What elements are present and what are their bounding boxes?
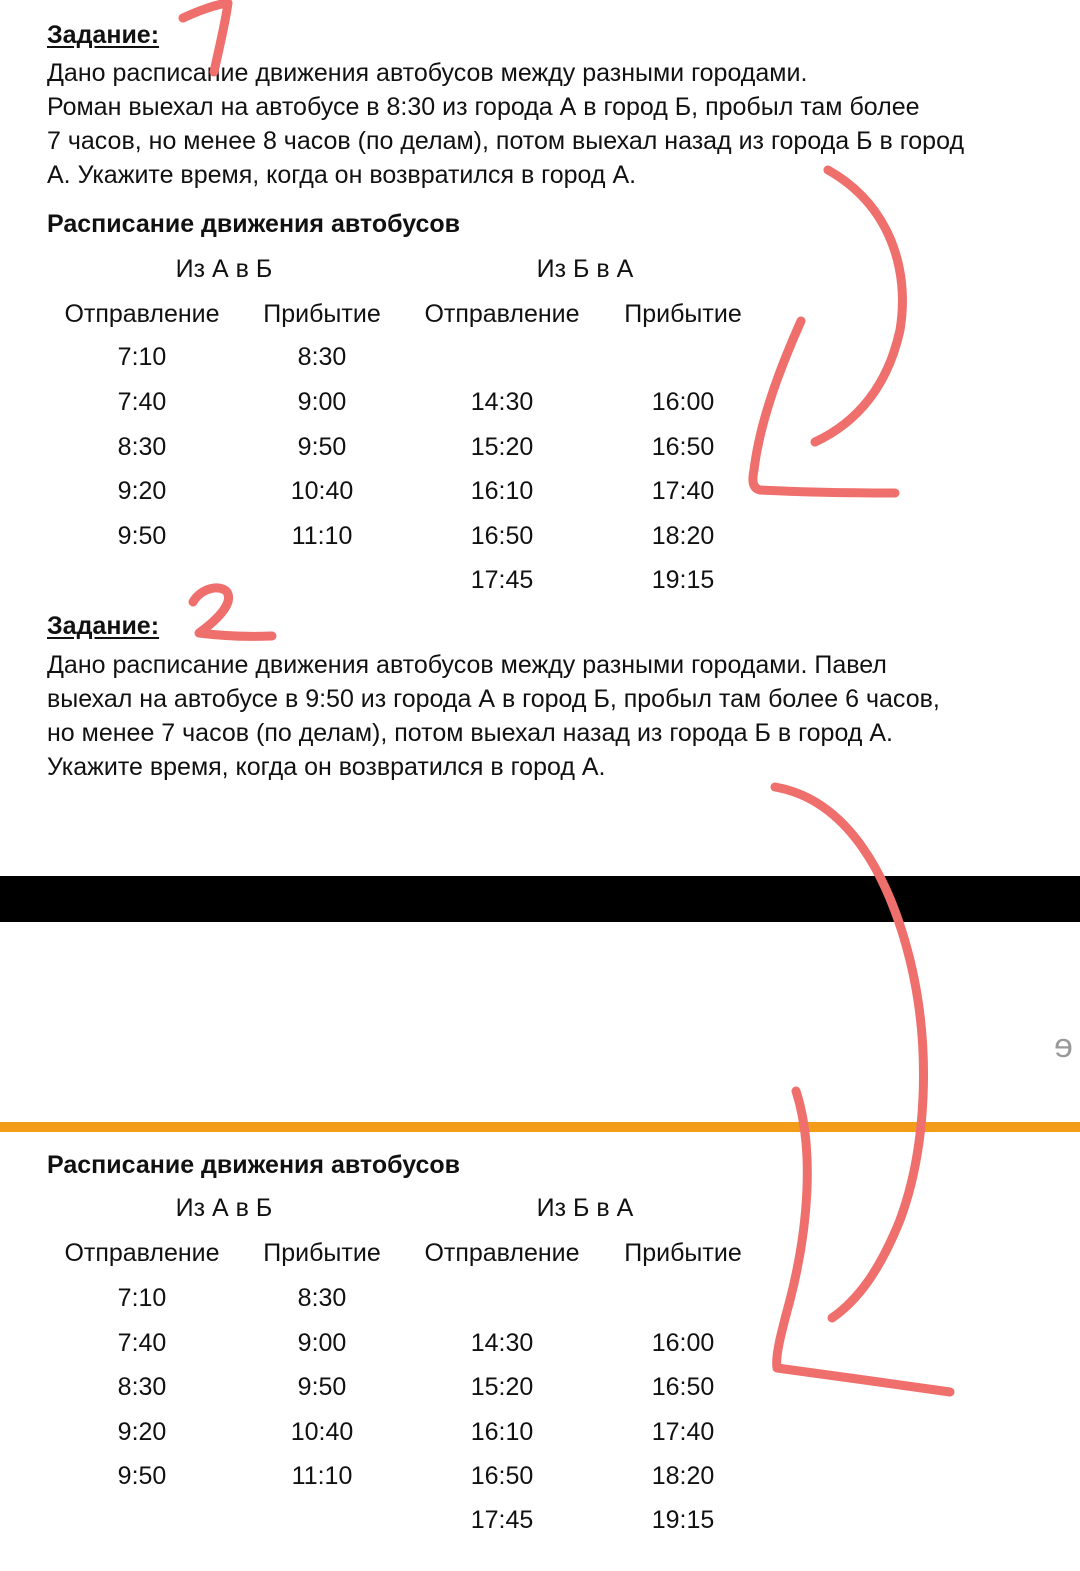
schedule2-ba-arrival: 17:40 <box>651 1418 715 1446</box>
schedule1-col-header: Прибытие <box>263 300 381 328</box>
orange-rule <box>0 1122 1080 1132</box>
curved-arrow-2 <box>775 787 923 1318</box>
schedule2-ba-arrival: 16:00 <box>651 1329 715 1357</box>
schedule2-ab-arrival: 11:10 <box>291 1462 353 1490</box>
schedule1-ab-departure: 9:50 <box>117 522 167 550</box>
task2-line-1: Дано расписание движения автобусов между разными городами. Павел <box>47 651 887 679</box>
schedule2-ab-departure: 7:40 <box>117 1329 167 1357</box>
schedule2-group-ab: Из А в Б <box>175 1194 273 1222</box>
task2-line-2: выехал на автобусе в 9:50 из города А в город Б, пробыл там более 6 часов, <box>47 685 940 713</box>
schedule2-ba-arrival: 19:15 <box>651 1506 715 1534</box>
schedule1-col-header: Отправление <box>64 300 220 328</box>
schedule1-ab-departure: 7:10 <box>117 343 167 371</box>
schedule1-col-header: Отправление <box>424 300 580 328</box>
schedule1-group-ba: Из Б в А <box>536 255 634 283</box>
task1-line-3: 7 часов, но менее 8 часов (по делам), потом выехал назад из города Б в город <box>47 127 965 155</box>
schedule1-ba-arrival: 19:15 <box>651 566 715 594</box>
schedule1-ba-departure: 15:20 <box>470 433 534 461</box>
schedule2-ba-arrival: 16:50 <box>651 1373 715 1401</box>
schedule2-ba-departure: 16:10 <box>470 1418 534 1446</box>
curved-arrow-1 <box>815 170 902 442</box>
schedule2-ab-departure: 8:30 <box>117 1373 167 1401</box>
schedule2-title: Расписание движения автобусов <box>47 1151 461 1179</box>
schedule2-ba-departure: 16:50 <box>470 1462 534 1490</box>
task1-line-4: А. Укажите время, когда он возвратился в город А. <box>47 161 637 189</box>
schedule2-ab-arrival: 9:50 <box>297 1373 347 1401</box>
schedule2-ab-arrival: 9:00 <box>297 1329 347 1357</box>
marker-numeral-2 <box>193 588 272 636</box>
schedule2-col-header: Отправление <box>64 1239 220 1267</box>
schedule1-ba-arrival: 17:40 <box>651 477 715 505</box>
black-band <box>0 876 1080 922</box>
edge-glyph: e <box>1054 1027 1073 1065</box>
schedule1-ba-departure: 16:10 <box>470 477 534 505</box>
bracket-stroke-1 <box>753 321 895 493</box>
schedule2-col-header: Отправление <box>424 1239 580 1267</box>
schedule2-ab-departure: 9:50 <box>117 1462 167 1490</box>
schedule2-ab-departure: 9:20 <box>117 1418 167 1446</box>
schedule2-ab-arrival: 8:30 <box>297 1284 347 1312</box>
schedule2-ab-arrival: 10:40 <box>290 1418 354 1446</box>
schedule2-ba-departure: 15:20 <box>470 1373 534 1401</box>
schedule1-ab-arrival: 9:50 <box>297 433 347 461</box>
schedule2-ba-departure: 17:45 <box>470 1506 534 1534</box>
schedule1-ab-departure: 9:20 <box>117 477 167 505</box>
schedule1-ba-arrival: 18:20 <box>651 522 715 550</box>
schedule2-ba-arrival: 18:20 <box>651 1462 715 1490</box>
schedule2-col-header: Прибытие <box>263 1239 381 1267</box>
schedule1-ab-arrival: 8:30 <box>297 343 347 371</box>
task1-heading: Задание: <box>47 21 160 49</box>
schedule1-ab-departure: 8:30 <box>117 433 167 461</box>
schedule2-ab-departure: 7:10 <box>117 1284 167 1312</box>
schedule1-title: Расписание движения автобусов <box>47 210 461 238</box>
schedule2-col-header: Прибытие <box>624 1239 742 1267</box>
schedule1-ab-arrival: 11:10 <box>291 522 353 550</box>
schedule1-ab-arrival: 10:40 <box>290 477 354 505</box>
task1-line-1: Дано расписание движения автобусов между разными городами. <box>47 59 808 87</box>
task2-line-4: Укажите время, когда он возвратился в город А. <box>47 753 606 781</box>
schedule1-group-ab: Из А в Б <box>175 255 273 283</box>
task2-line-3: но менее 7 часов (по делам), потом выехал назад из города Б в город А. <box>47 719 893 747</box>
schedule1-ba-departure: 16:50 <box>470 522 534 550</box>
schedule1-ba-arrival: 16:00 <box>651 388 715 416</box>
schedule1-ba-departure: 14:30 <box>470 388 534 416</box>
schedule1-ba-arrival: 16:50 <box>651 433 715 461</box>
task1-line-2: Роман выехал на автобусе в 8:30 из города А в город Б, пробыл там более <box>47 93 920 121</box>
schedule1-ba-departure: 17:45 <box>470 566 534 594</box>
schedule2-ba-departure: 14:30 <box>470 1329 534 1357</box>
schedule2-group-ba: Из Б в А <box>536 1194 634 1222</box>
schedule1-ab-departure: 7:40 <box>117 388 167 416</box>
bracket-stroke-2 <box>777 1091 950 1392</box>
schedule1-col-header: Прибытие <box>624 300 742 328</box>
schedule1-ab-arrival: 9:00 <box>297 388 347 416</box>
task2-heading: Задание: <box>47 612 160 640</box>
